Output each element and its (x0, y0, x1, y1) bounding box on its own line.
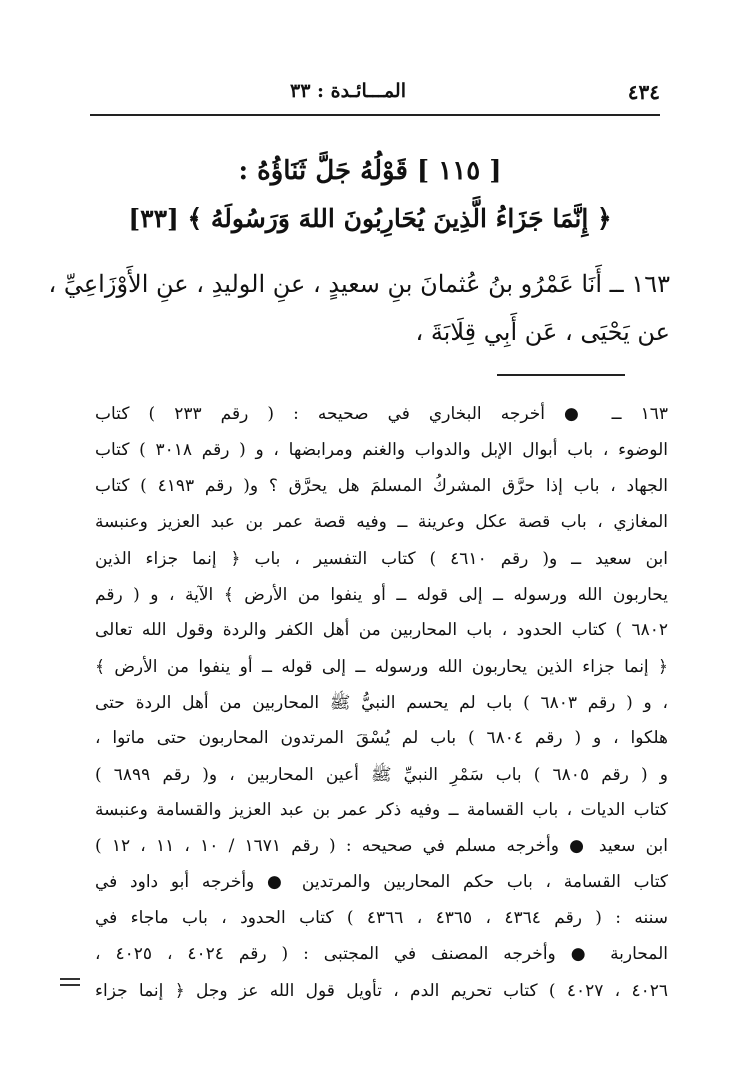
narration-line: عن يَحْيَى ، عَن أَبِي قِلَابَةَ ، (415, 318, 670, 346)
footnote-line: ١٦٣ ــ ● أخرجه البخاري في صحيحه : ( رقم ٢٣٣ ) كتاب (95, 404, 668, 424)
page-number: ٤٣٤ (627, 80, 660, 104)
footnote-line: ابن سعيد ــ و( رقم ٤٦١٠ ) كتاب التفسير ، باب ﴿ إنما جزاء الذين (95, 549, 668, 569)
footnote-line: المغازي ، باب قصة عكل وعرينة ــ وفيه قصة عمر بن عبد العزيز وعنبسة (95, 512, 668, 532)
running-title: المـــائـدة : ٣٣ (290, 80, 406, 102)
footnote-line: ٦٨٠٢ ) كتاب الحدود ، باب المحاربين من أهل الكفر والردة وقول الله تعالى (95, 620, 668, 640)
footnote-line: هلكوا ، و ( رقم ٦٨٠٤ ) باب لم يُسْقَ المرتدون المحاربون حتى ماتوا ، (95, 728, 668, 748)
footnote-line: كتاب الديات ، باب القسامة ــ وفيه ذكر عمر بن عبد العزيز والقسامة وعنبسة (95, 800, 668, 820)
continuation-mark (60, 978, 80, 992)
footnote-line: ، و ( رقم ٦٨٠٣ ) باب لم يحسم النبيُّ ﷺ المحاربين من أهل الردة حتى (95, 693, 669, 713)
narration-line: ١٦٣ ــ أَنَا عَمْرُو بنُ عُثمانَ بنِ سعيدٍ ، عنِ الوليدِ ، عنِ الأَوْزَاعِيِّ ، (48, 270, 670, 298)
footnote-line: الجهاد ، باب إذا حرَّق المشركُ المسلمَ هل يحرَّق ؟ و( رقم ٤١٩٣ ) كتاب (95, 476, 668, 496)
page-header (90, 78, 660, 108)
footnote-line: ابن سعيد ● وأخرجه مسلم في صحيحه : ( رقم ١٦٧١ / ١٠ ، ١١ ، ١٢ ) (95, 836, 669, 856)
footnote-line: و ( رقم ٦٨٠٥ ) باب سَمْرِ النبيِّ ﷺ أعين المحاربين ، و( رقم ٦٨٩٩ ) (95, 765, 668, 785)
footnote-line: يحاربون الله ورسوله ــ إلى قوله ــ أو ينفوا من الأرض ﴾ الآية ، و ( رقم (95, 585, 668, 605)
footnote-line: سننه : ( رقم ٤٣٦٤ ، ٤٣٦٥ ، ٤٣٦٦ ) كتاب الحدود ، باب ماجاء في (95, 908, 669, 928)
footnote-line: ٤٠٢٦ ، ٤٠٢٧ ) كتاب تحريم الدم ، تأويل قول الله عز وجل ﴿ إنما جزاء (95, 981, 668, 1001)
section-heading: [ ١١٥ ] قَوْلُهُ جَلَّ ثَنَاؤُهُ : (238, 156, 502, 186)
footnote-separator (497, 374, 625, 376)
footnote-line: الوضوء ، باب أبوال الإبل والدواب والغنم ومرابضها ، و ( رقم ٣٠١٨ ) كتاب (95, 440, 668, 460)
footnote-line: المحاربة ● وأخرجه المصنف في المجتبى : ( رقم ٤٠٢٤ ، ٤٠٢٥ ، (95, 944, 669, 964)
footnote-line: كتاب القسامة ، باب حكم المحاربين والمرتدين ● وأخرجه أبو داود في (95, 872, 668, 892)
quranic-verse: ﴿ إِنَّمَا جَزَاءُ الَّذِينَ يُحَارِبُونَ اللهَ وَرَسُولَهُ ﴾ [٣٣] (128, 204, 612, 233)
footnote-line: ﴿ إنما جزاء الذين يحاربون الله ورسوله ــ إلى قوله ــ أو ينفوا من الأرض ﴾ (95, 657, 668, 677)
header-rule (90, 114, 660, 116)
